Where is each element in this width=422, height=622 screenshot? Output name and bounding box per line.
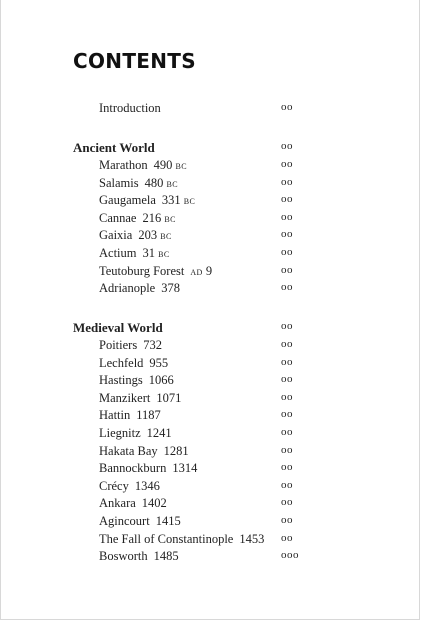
toc-entry-title bbox=[99, 408, 161, 423]
battle-date bbox=[142, 496, 167, 510]
entry-name: Introduction bbox=[99, 101, 161, 115]
page-number: oo bbox=[281, 158, 293, 170]
contents-heading: CONTENTS bbox=[73, 49, 196, 73]
toc-entry-title bbox=[99, 246, 170, 261]
toc-item[interactable] bbox=[1, 426, 421, 443]
battle-name: Bannockburn bbox=[99, 461, 167, 476]
year: 1281 bbox=[163, 443, 189, 458]
year: 9 bbox=[205, 263, 213, 278]
battle-date bbox=[136, 408, 161, 422]
toc-entry-title bbox=[99, 101, 161, 116]
battle-date bbox=[138, 228, 171, 242]
page-number: oo bbox=[281, 246, 293, 258]
toc-entry-title bbox=[99, 514, 181, 529]
battle-date bbox=[154, 549, 179, 563]
year: 203 bbox=[138, 228, 158, 243]
battle-name: Poitiers bbox=[99, 338, 138, 352]
battle-date bbox=[190, 264, 212, 278]
page-number: oo bbox=[281, 390, 293, 403]
toc-entry-title bbox=[99, 158, 187, 173]
battle-date bbox=[164, 444, 189, 458]
toc-item[interactable] bbox=[1, 193, 421, 210]
section-name: Medieval World bbox=[73, 320, 163, 335]
toc-item[interactable] bbox=[1, 479, 421, 496]
battle-date bbox=[145, 176, 178, 190]
toc-item-introduction[interactable] bbox=[1, 101, 421, 118]
toc-entry-title bbox=[73, 140, 155, 156]
toc-entry-title bbox=[99, 356, 168, 371]
page-number: oo bbox=[281, 263, 293, 276]
year: 1187 bbox=[136, 408, 161, 423]
toc-entry-title bbox=[99, 461, 197, 476]
toc-item[interactable] bbox=[1, 461, 421, 478]
year: 955 bbox=[149, 355, 169, 370]
battle-date bbox=[156, 391, 181, 405]
toc-item[interactable] bbox=[1, 373, 421, 390]
battle-name: Marathon bbox=[99, 158, 148, 172]
toc-entry-title bbox=[99, 373, 174, 388]
toc-item[interactable] bbox=[1, 514, 421, 531]
toc-section-medieval[interactable] bbox=[1, 320, 421, 337]
toc-item[interactable] bbox=[1, 444, 421, 461]
battle-name: Agincourt bbox=[99, 514, 150, 528]
battle-name: Liegnitz bbox=[99, 426, 141, 440]
battle-date bbox=[172, 461, 197, 475]
battle-date bbox=[147, 426, 172, 440]
year: 480 bbox=[144, 175, 164, 190]
battle-name: Salamis bbox=[99, 175, 139, 190]
era-label: ad bbox=[190, 265, 203, 278]
year: 378 bbox=[161, 281, 180, 296]
toc-section-ancient[interactable] bbox=[1, 140, 421, 157]
page-number: oo bbox=[281, 408, 293, 421]
year: 1066 bbox=[148, 373, 174, 388]
toc-entry-title bbox=[99, 426, 172, 441]
page-number: oo bbox=[281, 140, 293, 152]
page-number: oo bbox=[281, 101, 293, 113]
battle-name: Teutoburg Forest bbox=[99, 263, 185, 278]
year: 31 bbox=[142, 246, 155, 260]
year: 1415 bbox=[155, 514, 181, 528]
toc-item[interactable] bbox=[1, 158, 421, 175]
toc-item[interactable] bbox=[1, 338, 421, 355]
battle-date bbox=[156, 514, 181, 528]
battle-date bbox=[143, 246, 170, 260]
battle-date bbox=[161, 281, 180, 295]
battle-name: Crécy bbox=[99, 478, 129, 493]
era-label: bc bbox=[158, 248, 170, 260]
page-number: oo bbox=[281, 373, 293, 386]
toc-item[interactable] bbox=[1, 176, 421, 193]
toc-entry-title bbox=[99, 549, 179, 564]
toc-entry-title bbox=[99, 281, 180, 296]
battle-name: Hattin bbox=[99, 408, 131, 423]
year: 1402 bbox=[141, 496, 167, 511]
toc-entry-title bbox=[99, 479, 160, 494]
battle-name: Ankara bbox=[99, 496, 136, 511]
year: 1314 bbox=[172, 461, 198, 476]
battle-name: Adrianople bbox=[99, 281, 156, 296]
toc-item[interactable] bbox=[1, 264, 421, 281]
toc-item[interactable] bbox=[1, 391, 421, 408]
toc-entry-title bbox=[99, 391, 181, 406]
toc-entry-title bbox=[99, 211, 176, 226]
battle-name: Gaugamela bbox=[99, 193, 156, 208]
battle-date bbox=[239, 532, 264, 546]
toc-entry-title bbox=[73, 320, 163, 336]
page-number: oo bbox=[281, 175, 293, 188]
year: 732 bbox=[143, 338, 162, 352]
toc-item[interactable] bbox=[1, 408, 421, 425]
battle-date bbox=[149, 373, 174, 387]
toc-entry-title bbox=[99, 338, 162, 353]
battle-date bbox=[135, 479, 160, 493]
page-number: oo bbox=[281, 461, 293, 474]
year: 1071 bbox=[156, 390, 182, 405]
battle-name: Hakata Bay bbox=[99, 443, 158, 458]
page-number: oo bbox=[281, 210, 293, 223]
page-number: oo bbox=[281, 228, 293, 241]
page-number: ooo bbox=[281, 549, 299, 562]
battle-name: Hastings bbox=[99, 373, 143, 388]
page-number: oo bbox=[281, 496, 293, 509]
page-number: oo bbox=[281, 355, 293, 368]
battle-date bbox=[162, 193, 195, 207]
year: 331 bbox=[161, 193, 181, 208]
toc-entry-title bbox=[99, 193, 195, 208]
year: 1241 bbox=[146, 426, 172, 440]
page-number: oo bbox=[281, 478, 293, 491]
page-number: oo bbox=[281, 281, 293, 294]
toc-item[interactable] bbox=[1, 211, 421, 228]
page-number: oo bbox=[281, 443, 293, 456]
battle-name: Lechfeld bbox=[99, 355, 144, 370]
toc-entry-title bbox=[99, 176, 178, 191]
page-number: oo bbox=[281, 193, 293, 206]
toc-item[interactable] bbox=[1, 356, 421, 373]
era-label: bc bbox=[175, 160, 187, 172]
toc-entry-title bbox=[99, 496, 167, 511]
toc-item[interactable] bbox=[1, 246, 421, 263]
year: 1453 bbox=[239, 531, 265, 546]
toc-item[interactable] bbox=[1, 549, 421, 566]
toc-item[interactable] bbox=[1, 228, 421, 245]
year: 1485 bbox=[153, 549, 179, 564]
toc-item[interactable] bbox=[1, 281, 421, 298]
page-number: oo bbox=[281, 514, 293, 526]
battle-name: Actium bbox=[99, 246, 137, 260]
toc-entry-title bbox=[99, 532, 264, 547]
year: 1346 bbox=[134, 478, 160, 493]
battle-date bbox=[143, 338, 162, 352]
toc-item[interactable] bbox=[1, 496, 421, 513]
year: 216 bbox=[142, 210, 162, 225]
toc-entry-title bbox=[99, 444, 189, 459]
page-number: oo bbox=[281, 531, 293, 544]
battle-name: The Fall of Constantinople bbox=[99, 531, 234, 546]
era-label: bc bbox=[183, 195, 196, 208]
battle-name: Bosworth bbox=[99, 549, 148, 564]
toc-entry-title bbox=[99, 264, 212, 279]
toc-item[interactable] bbox=[1, 532, 421, 549]
page-number: oo bbox=[281, 426, 293, 438]
battle-name: Gaixia bbox=[99, 228, 133, 243]
section-name: Ancient World bbox=[73, 140, 155, 155]
page-number: oo bbox=[281, 320, 293, 332]
battle-date bbox=[149, 356, 168, 370]
era-label: bc bbox=[160, 230, 172, 243]
battle-date bbox=[142, 211, 175, 225]
toc-entry-title bbox=[99, 228, 172, 243]
battle-date bbox=[154, 158, 187, 172]
battle-name: Cannae bbox=[99, 210, 137, 225]
battle-name: Manzikert bbox=[99, 390, 151, 405]
page-number: oo bbox=[281, 338, 293, 350]
year: 490 bbox=[153, 158, 173, 172]
era-label: bc bbox=[164, 212, 176, 225]
era-label: bc bbox=[166, 177, 178, 190]
